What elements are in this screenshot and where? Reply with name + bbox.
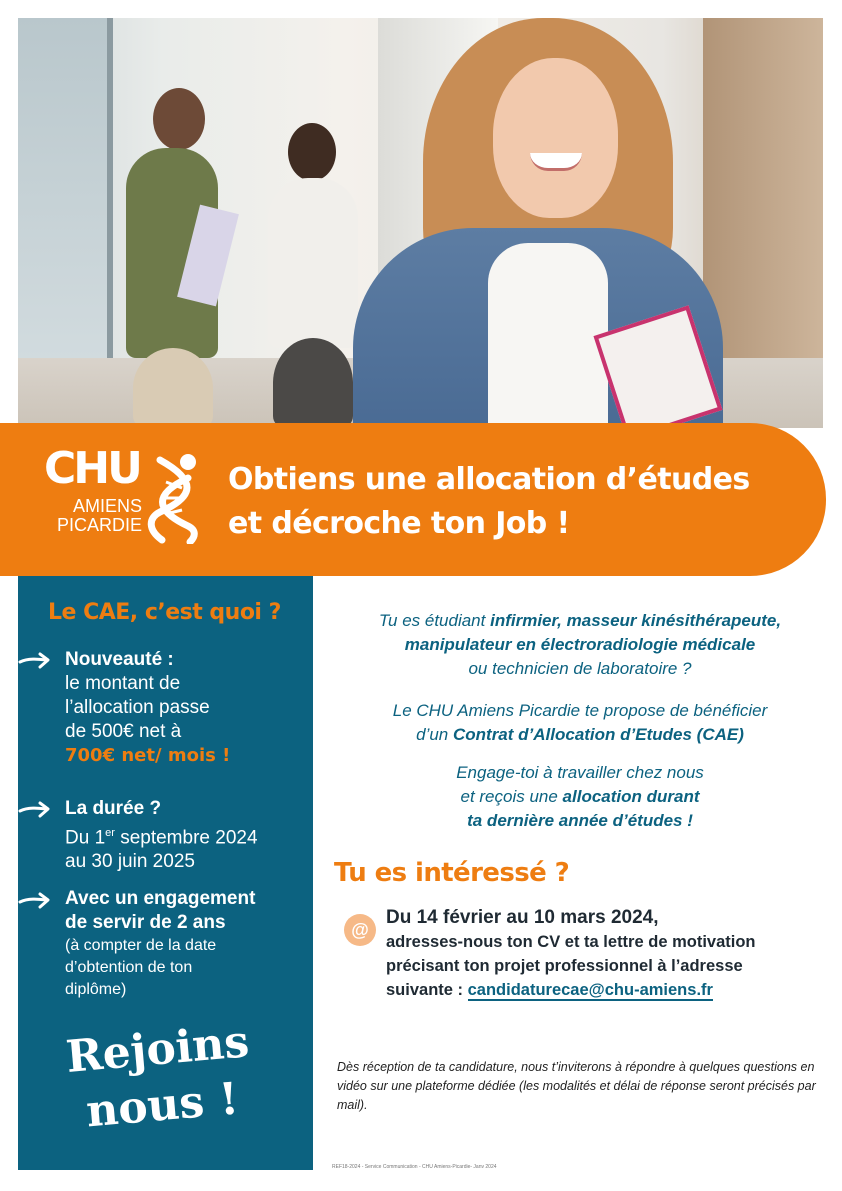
engage-line-1: Engage-toi à travailler chez nous: [456, 763, 704, 782]
item-new-amount: [65, 648, 230, 768]
item-new-text-line: l’allocation passe: [65, 697, 210, 718]
item-duration-start-sup: er: [105, 827, 115, 839]
dna-logo-icon: [146, 452, 202, 544]
contact-line-1: adresses-nous ton CV et ta lettre de motivation: [386, 933, 756, 951]
engage-line-2: [332, 785, 828, 809]
at-sign-icon: @: [344, 914, 376, 946]
cae-section-title: Le CAE, c’est quoi ?: [48, 600, 281, 625]
item-commitment: [65, 887, 255, 1001]
item-duration-end: au 30 juin 2025: [65, 851, 195, 873]
offer-paragraph: [332, 699, 828, 747]
engage-line-2-bold: allocation durant: [562, 787, 700, 806]
arrow-right-icon: [18, 650, 52, 670]
item-duration: [65, 797, 258, 874]
item-commit-note-line: d’obtention de ton: [65, 959, 193, 976]
arrow-right-icon: [18, 799, 52, 819]
interest-title: Tu es intéressé ?: [334, 858, 570, 888]
item-new-text-line: de 500€ net à: [65, 721, 182, 742]
intro-line-3: ou technicien de laboratoire ?: [468, 659, 692, 678]
offer-line-2: [332, 723, 828, 747]
photo-student-middle-legs: [273, 338, 353, 428]
item-duration-label: La durée ?: [65, 798, 162, 819]
footnote: Dès réception de ta candidature, nous t’inviterons à répondre à quelques questions en vidéo sur une plateforme dédiée (les modalités et délai de réponse seront précisés par mail).: [337, 1060, 816, 1112]
logo-chu-text: CHU: [44, 443, 140, 494]
photo-student-left-head: [153, 88, 205, 150]
intro-prefix: Tu es étudiant: [378, 611, 491, 630]
item-commit-note: [65, 935, 255, 1001]
arrow-right-icon: [18, 890, 52, 910]
join-us-line: nous !: [84, 1073, 241, 1138]
intro-professions-2: manipulateur en électroradiologie médicale: [404, 635, 756, 654]
intro-professions-1: infirmier, masseur kinésithérapeute,: [490, 611, 782, 630]
contact-block: [386, 906, 826, 1002]
offer-line-2-prefix: d’un: [416, 725, 453, 744]
logo-picardie-text: PICARDIE: [56, 515, 142, 535]
item-duration-start-prefix: Du 1: [65, 827, 106, 849]
headline-line-2: et décroche ton Job !: [228, 506, 570, 541]
item-new-amount-value: 700€ net/ mois !: [65, 745, 231, 766]
item-duration-start-suffix: septembre 2024: [114, 827, 258, 849]
photo-student-left-legs: [133, 348, 213, 428]
join-us-line: Rejoins: [63, 1016, 252, 1083]
item-new-label: Nouveauté :: [65, 649, 174, 670]
item-commit-note-line: diplôme): [65, 981, 127, 998]
intro-paragraph: [332, 609, 828, 681]
contact-line-3: [386, 978, 826, 1002]
headline-line-1: Obtiens une allocation d’études: [228, 462, 750, 497]
intro-line-1: [332, 609, 828, 633]
photo-main-student-shirt: [488, 243, 608, 428]
item-new-text-line: le montant de: [65, 673, 181, 694]
photo-student-middle-head: [288, 123, 336, 181]
contact-line-2: précisant ton projet professionnel à l’adresse: [386, 957, 743, 975]
offer-contract-name: Contrat d’Allocation d’Etudes (CAE): [452, 725, 744, 744]
contact-line-3-prefix: suivante :: [386, 981, 468, 999]
engage-paragraph: [332, 761, 828, 833]
photo-main-student-face: [493, 58, 618, 218]
item-commit-note-line: (à compter de la date: [65, 937, 217, 954]
document-reference: REF18-2024 - Service Communication - CHU Amiens-Picardie- Janv 2024: [332, 1164, 497, 1170]
engage-line-3: [332, 809, 828, 833]
item-commit-label-line: Avec un engagement: [65, 888, 256, 909]
intro-line-2: [332, 633, 828, 657]
engage-line-2-prefix: et reçois une: [460, 787, 563, 806]
join-us-callout: [55, 1013, 264, 1142]
engage-line-3-bold: ta dernière année d’études !: [467, 811, 693, 830]
hero-photo: [18, 18, 823, 428]
logo-amiens-text: AMIENS: [72, 496, 142, 516]
item-commit-label-line: de servir de 2 ans: [65, 912, 226, 933]
offer-line-1: Le CHU Amiens Picardie te propose de bénéficier: [392, 701, 768, 720]
application-dates: Du 14 février au 10 mars 2024,: [386, 907, 659, 928]
item-duration-start: [65, 821, 258, 850]
contact-email-link[interactable]: candidaturecae@chu-amiens.fr: [467, 981, 713, 999]
photo-student-middle-body: [268, 178, 358, 348]
